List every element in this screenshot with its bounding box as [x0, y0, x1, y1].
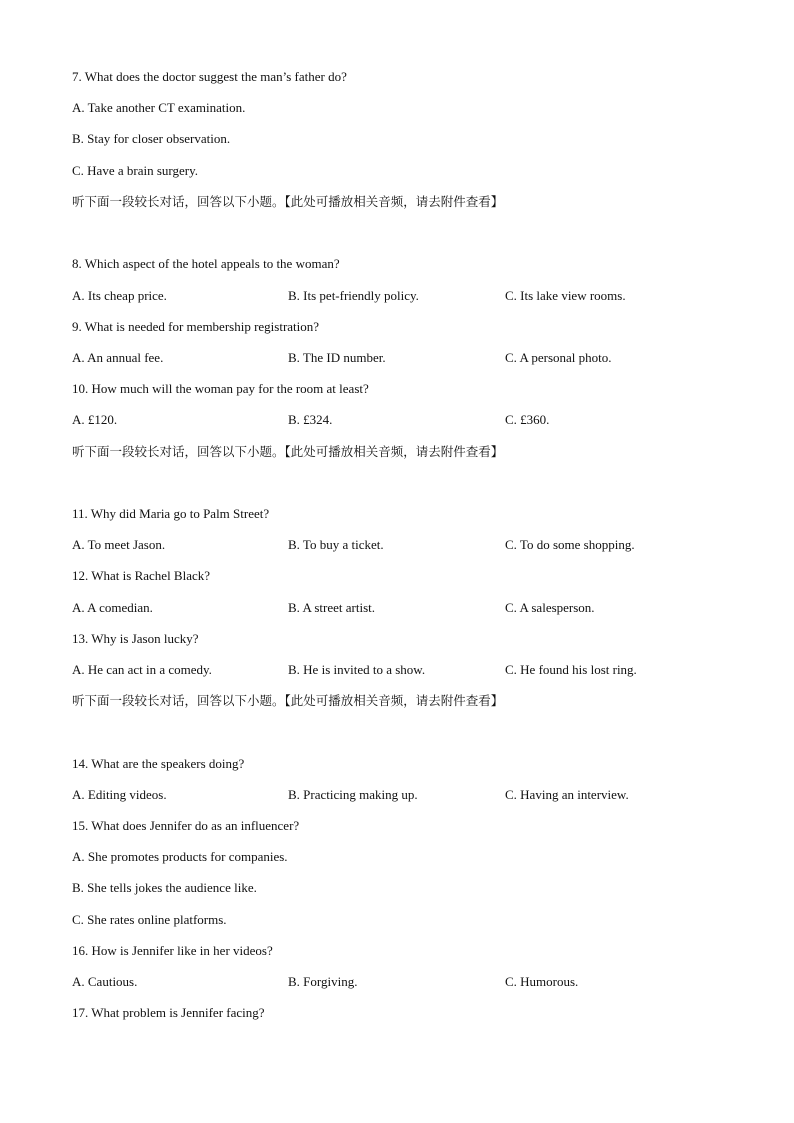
question-12-option-b: B. A street artist. — [288, 600, 376, 615]
audio-instruction-2: 听下面一段较长对话，回答以下小题。【此处可播放相关音频，请去附件查看】 — [72, 444, 504, 459]
question-12-stem: 12. What is Rachel Black? — [72, 568, 211, 583]
question-11-stem: 11. Why did Maria go to Palm Street? — [72, 506, 270, 521]
question-15-option-a: A. She promotes products for companies. — [72, 849, 288, 864]
question-8-stem: 8. Which aspect of the hotel appeals to the woman? — [72, 256, 340, 271]
audio-instruction-1: 听下面一段较长对话，回答以下小题。【此处可播放相关音频，请去附件查看】 — [72, 194, 504, 209]
question-10-option-a: A. £120. — [72, 412, 118, 427]
question-13-option-a: A. He can act in a comedy. — [72, 662, 212, 677]
question-15-option-b: B. She tells jokes the audience like. — [72, 880, 257, 895]
question-12-option-c: C. A salesperson. — [505, 600, 595, 615]
question-11-option-c: C. To do some shopping. — [505, 537, 635, 552]
question-15-stem: 15. What does Jennifer do as an influencer? — [72, 818, 300, 833]
question-9-option-c: C. A personal photo. — [505, 350, 612, 365]
question-8-option-c: C. Its lake view rooms. — [505, 288, 626, 303]
question-16-stem: 16. How is Jennifer like in her videos? — [72, 943, 273, 958]
question-13-stem: 13. Why is Jason lucky? — [72, 631, 199, 646]
question-7-option-c: C. Have a brain surgery. — [72, 163, 198, 178]
audio-instruction-3: 听下面一段较长对话，回答以下小题。【此处可播放相关音频，请去附件查看】 — [72, 693, 504, 708]
question-14-option-b: B. Practicing making up. — [288, 787, 418, 802]
question-16-option-c: C. Humorous. — [505, 974, 579, 989]
question-7-option-b: B. Stay for closer observation. — [72, 131, 231, 146]
question-16-option-a: A. Cautious. — [72, 974, 138, 989]
question-13-option-c: C. He found his lost ring. — [505, 662, 637, 677]
question-9-stem: 9. What is needed for membership registration? — [72, 319, 320, 334]
question-16-option-b: B. Forgiving. — [288, 974, 358, 989]
question-9-option-b: B. The ID number. — [288, 350, 386, 365]
question-15-option-c: C. She rates online platforms. — [72, 912, 227, 927]
question-12-option-a: A. A comedian. — [72, 600, 153, 615]
question-14-option-a: A. Editing videos. — [72, 787, 167, 802]
question-11-option-b: B. To buy a ticket. — [288, 537, 384, 552]
question-17-stem: 17. What problem is Jennifer facing? — [72, 1005, 265, 1020]
question-13-option-b: B. He is invited to a show. — [288, 662, 426, 677]
question-8-option-b: B. Its pet-friendly policy. — [288, 288, 419, 303]
question-10-stem: 10. How much will the woman pay for the room at least? — [72, 381, 369, 396]
question-7-stem: 7. What does the doctor suggest the man’s father do? — [72, 69, 347, 84]
question-14-option-c: C. Having an interview. — [505, 787, 629, 802]
question-10-option-c: C. £360. — [505, 412, 550, 427]
question-7-option-a: A. Take another CT examination. — [72, 100, 246, 115]
question-10-option-b: B. £324. — [288, 412, 333, 427]
question-9-option-a: A. An annual fee. — [72, 350, 164, 365]
question-8-option-a: A. Its cheap price. — [72, 288, 167, 303]
question-11-option-a: A. To meet Jason. — [72, 537, 166, 552]
question-14-stem: 14. What are the speakers doing? — [72, 756, 245, 771]
